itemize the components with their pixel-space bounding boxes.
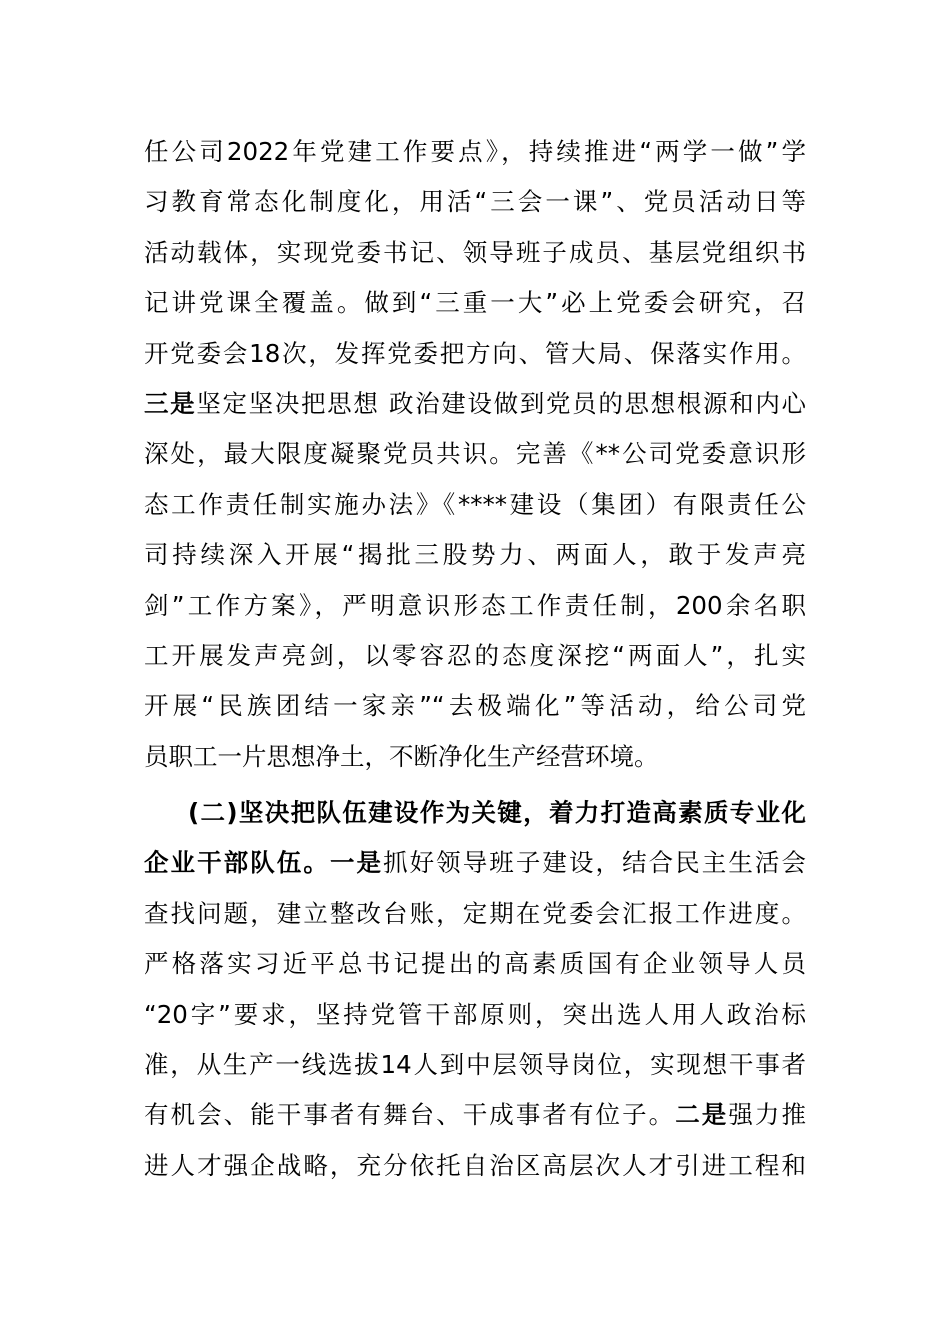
text-line: 企业干部队伍。一是抓好领导班子建设，结合民主生活会 [144,848,806,878]
emphasis-label: 二是 [675,1100,729,1130]
emphasis-label: 三是 [144,388,197,418]
text-line: 严格落实习近平总书记提出的高素质国有企业领导人员 [144,949,806,979]
text-line: 查找问题，建立整改台账，定期在党委会汇报工作进度。 [144,898,806,928]
body-text [144,127,806,1191]
text-line: 有机会、能干事者有舞台、干成事者有位子。二是强力推 [144,1100,806,1130]
text-line: 任公司2022年党建工作要点》，持续推进“两学一做”学 [144,137,806,166]
text-line: 员职工一片思想净土，不断净化生产经营环境。 [144,741,659,771]
text-line: 进人才强企战略，充分依托自治区高层次人才引进工程和 [144,1150,806,1180]
text-line: 剑”工作方案》，严明意识形态工作责任制，200余名职 [144,590,806,620]
section-heading-cont: 企业干部队伍。 [144,848,330,878]
text-line: 记讲党课全覆盖。做到“三重一大”必上党委会研究，召 [144,288,806,318]
text-line: 开党委会18次，发挥党委把方向、管大局、保落实作用。 [144,338,806,368]
section-heading-line [144,788,806,838]
section-heading: (二)坚决把队伍建设作为关键，着力打造高素质专业化 [188,798,806,828]
text-line: 工开展发声亮剑，以零容忍的态度深挖“两面人”，扎实 [144,640,806,670]
text-line: 态工作责任制实施办法》《****建设（集团）有限责任公 [144,489,806,519]
text-line: 习教育常态化制度化，用活“三会一课”、党员活动日等 [144,187,806,217]
text-line: 准，从生产一线选拔14人到中层领导岗位，实现想干事者 [144,1050,806,1080]
text-line: 深处，最大限度凝聚党员共识。完善《**公司党委意识形 [144,439,806,469]
text-line: 开展“民族团结一家亲”“去极端化”等活动，给公司党 [144,691,806,721]
text-line: 司持续深入开展“揭批三股势力、两面人，敢于发声亮 [144,540,806,570]
emphasis-label: 一是 [329,848,384,878]
text-line: 活动载体，实现党委书记、领导班子成员、基层党组织书 [144,237,806,267]
text-line: 三是坚定坚决把思想 政治建设做到党员的思想根源和内心 [144,388,806,418]
text-line: “20字”要求，坚持党管干部原则，突出选人用人政治标 [144,999,806,1029]
